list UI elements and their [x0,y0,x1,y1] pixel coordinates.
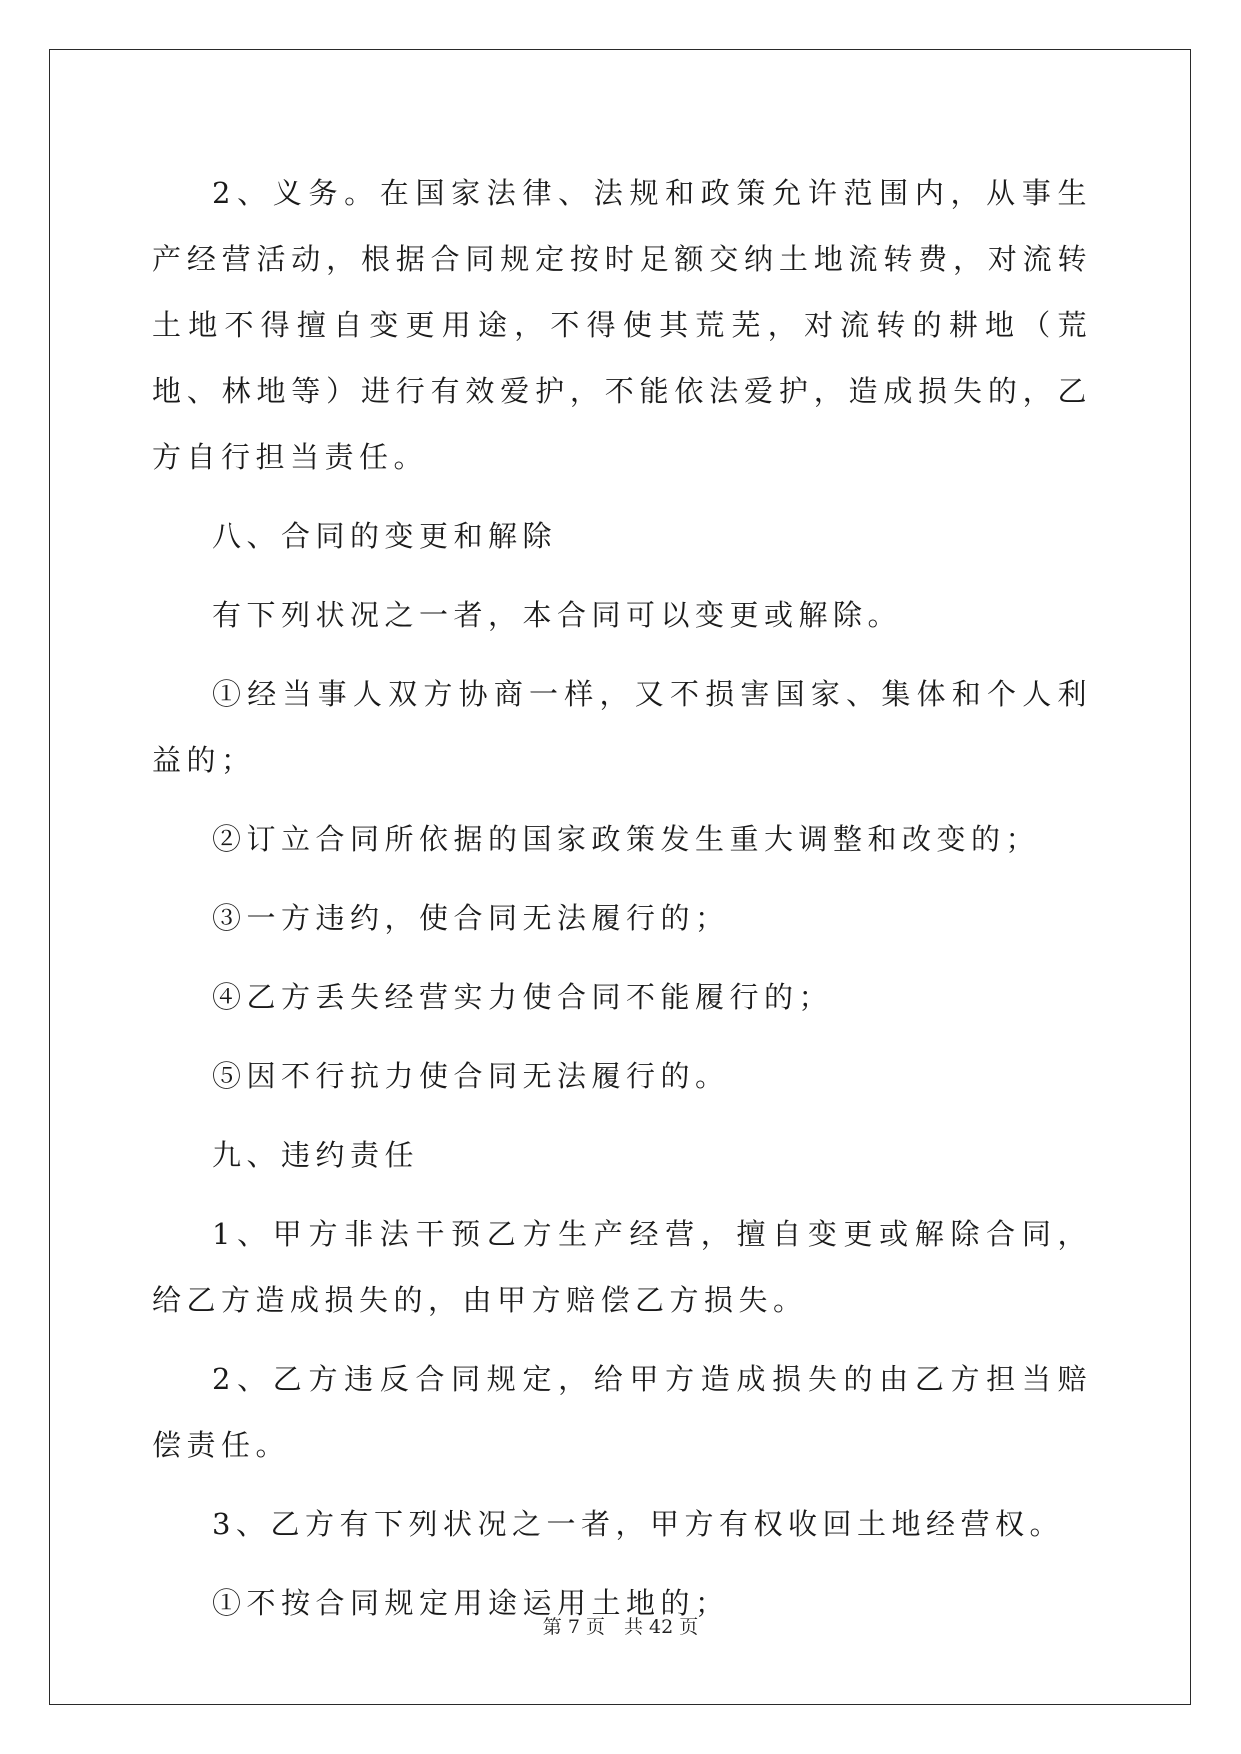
list-item-condition-1: ①经当事人双方协商一样，又不损害国家、集体和个人利益的； [152,677,1092,777]
paragraph-liability-1: 1、甲方非法干预乙方生产经营，擅自变更或解除合同，给乙方造成损失的，由甲方赔偿乙方损失。 [152,1217,1092,1317]
section-heading-change-termination: 八、合同的变更和解除 [212,519,558,553]
paragraph-liability-3: 3、乙方有下列状况之一者，甲方有权收回土地经营权。 [212,1507,1064,1541]
paragraph-liability-2: 2、乙方违反合同规定，给甲方造成损失的由乙方担当赔偿责任。 [152,1362,1092,1462]
page-number-footer: 第 7 页 共 42 页 [542,1616,699,1638]
list-item-reclaim-1: ①不按合同规定用途运用土地的； [212,1586,730,1620]
section-heading-liability: 九、违约责任 [212,1138,420,1172]
list-item-condition-3: ③一方违约，使合同无法履行的； [212,901,730,935]
paragraph-obligations: 2、义务。在国家法律、法规和政策允许范围内，从事生产经营活动，根据合同规定按时足额交纳土地流转费，对流转土地不得擅自变更用途，不得使其荒芜，对流转的耕地（荒地、林地等）进行有效爱护，不能依法爱护，造成损失的，乙方自行担当责任。 [152,176,1092,474]
paragraph-conditions-intro: 有下列状况之一者，本合同可以变更或解除。 [212,598,903,632]
document-body [152,160,1092,1649]
list-item-condition-5: ⑤因不行抗力使合同无法履行的。 [212,1059,730,1093]
list-item-condition-2: ②订立合同所依据的国家政策发生重大调整和改变的； [212,822,1041,856]
list-item-condition-4: ④乙方丢失经营实力使合同不能履行的； [212,980,834,1014]
